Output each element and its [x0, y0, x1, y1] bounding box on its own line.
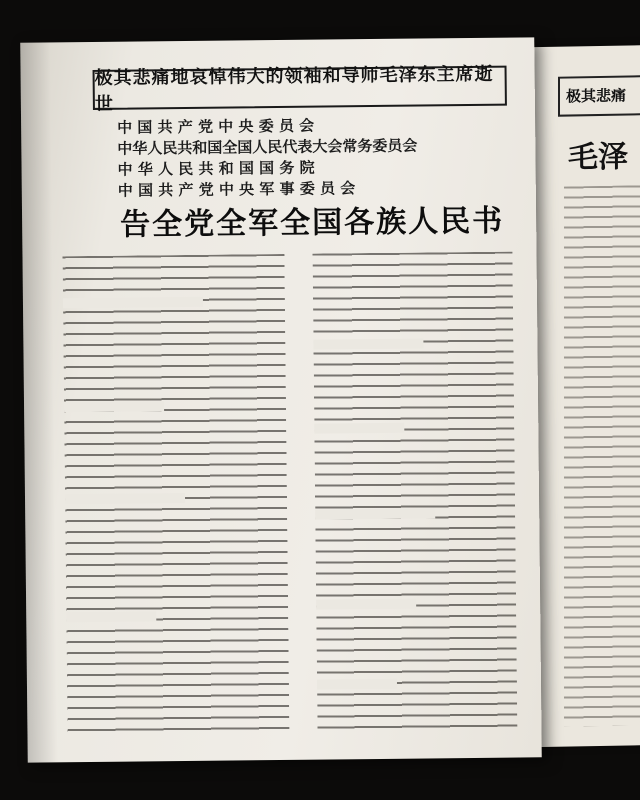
adjacent-newspaper-page	[528, 45, 640, 747]
paragraph-break	[66, 611, 156, 622]
paragraph-break	[317, 679, 397, 690]
body-text-column-right	[312, 252, 517, 736]
newspaper-page	[20, 37, 542, 762]
paragraph-break	[65, 493, 185, 504]
paragraph-break	[313, 339, 423, 350]
committee-line: 中 华 人 民 共 和 国 国 务 院	[117, 158, 315, 179]
issuing-committees	[117, 114, 508, 202]
page-fold-shadow	[20, 42, 58, 762]
mourning-banner: 极其悲痛地哀悼伟大的领袖和导师毛泽东主席逝世	[93, 66, 507, 110]
paragraph-break	[314, 423, 404, 434]
adjacent-page-body-text	[564, 185, 640, 727]
page-headline: 告全党全军全国各族人民书	[119, 203, 505, 243]
paragraph-break	[64, 401, 164, 412]
adjacent-page-title: 毛泽	[568, 139, 628, 176]
paragraph-break	[316, 599, 416, 610]
committee-line: 中华人民共和国全国人民代表大会常务委员会	[117, 136, 418, 158]
committee-line: 中 国 共 产 党 中 央 委 员 会	[117, 116, 315, 137]
paragraph-break	[315, 508, 435, 519]
paragraph-break	[63, 297, 203, 308]
adjacent-page-banner: 极其悲痛	[558, 75, 640, 117]
committee-line: 中 国 共 产 党 中 央 军 事 委 员 会	[117, 179, 356, 200]
